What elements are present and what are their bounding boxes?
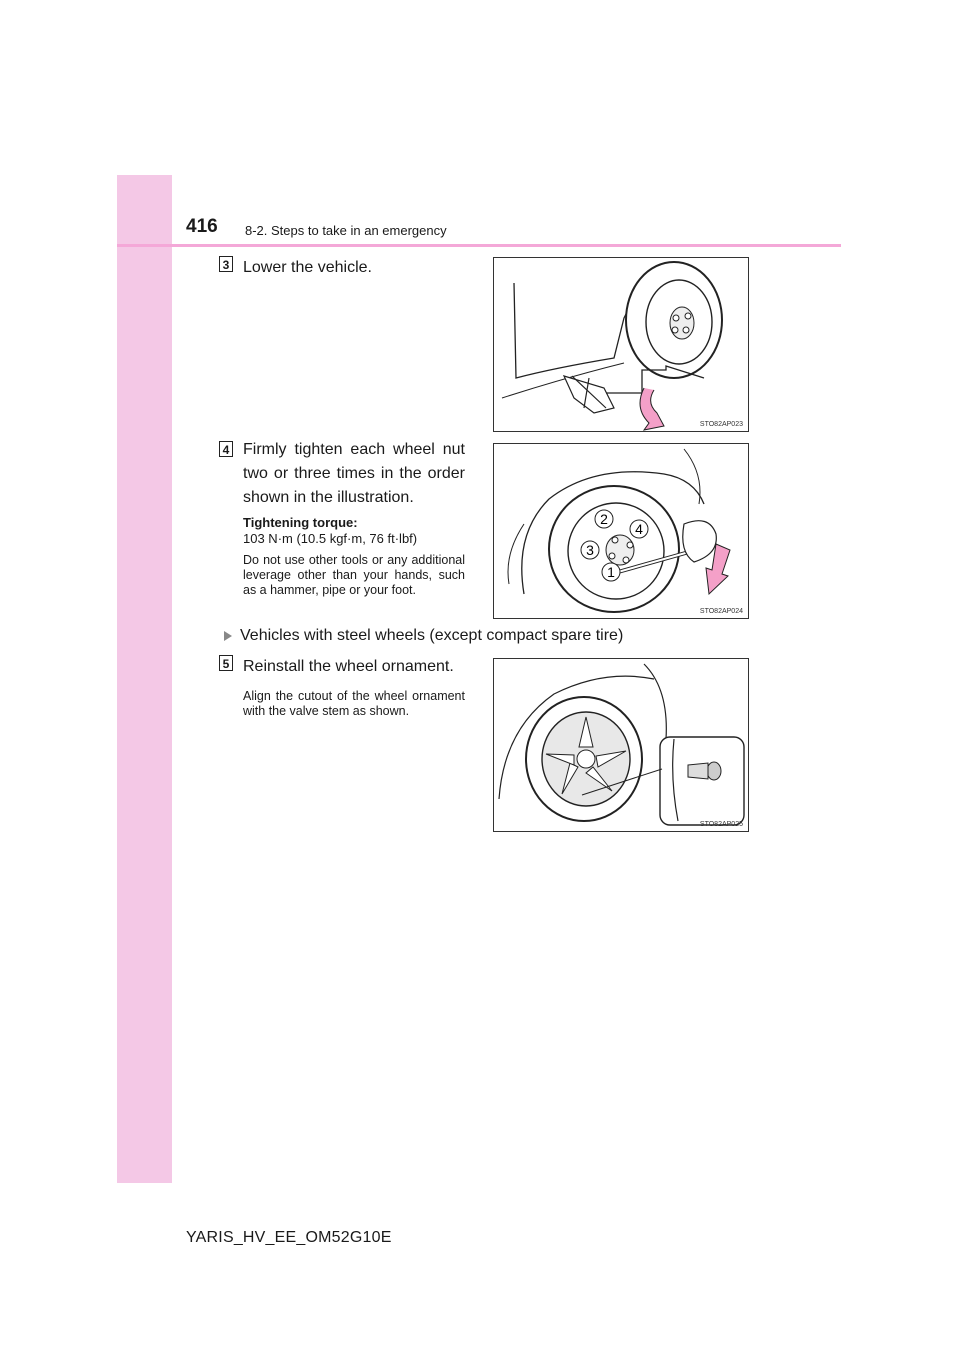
header-rule <box>117 244 841 247</box>
side-band <box>117 175 172 1183</box>
triangle-bullet-icon <box>224 631 232 641</box>
nut-order-1: 1 <box>607 564 615 580</box>
step-4-note: Do not use other tools or any additional leverage other than your hands, such as a hammer, pipe or your foot. <box>243 553 465 597</box>
figure-code-4: STO82AP024 <box>699 608 743 615</box>
figure-lower-vehicle <box>493 257 749 432</box>
step-4-text: Firmly tighten each wheel nut two or three times in the order shown in the illustration. <box>243 441 465 506</box>
tighten-nuts-illustration <box>494 444 748 618</box>
step-5-text: Reinstall the wheel ornament. <box>243 658 454 675</box>
figure-code-3: STO82AP023 <box>699 421 743 428</box>
figure-tighten-nuts <box>493 443 749 619</box>
wheel-ornament-illustration <box>494 659 748 831</box>
figure-code-5: STO82AP025 <box>699 821 743 828</box>
nut-order-3: 3 <box>586 542 594 558</box>
step-5-badge: 5 <box>219 655 233 671</box>
step-3-text: Lower the vehicle. <box>243 259 372 276</box>
footer-document-code: YARIS_HV_EE_OM52G10E <box>186 1229 392 1246</box>
nut-order-4: 4 <box>635 521 643 537</box>
nut-order-2: 2 <box>600 511 608 527</box>
section-title: 8-2. Steps to take in an emergency <box>245 223 447 238</box>
step-3-badge: 3 <box>219 256 233 272</box>
condition-text: Vehicles with steel wheels (except compact spare tire) <box>240 627 624 644</box>
condition-line <box>224 627 623 645</box>
figure-wheel-ornament <box>493 658 749 832</box>
step-4-badge: 4 <box>219 441 233 457</box>
torque-heading: Tightening torque: <box>243 515 358 530</box>
torque-value: 103 N·m (10.5 kgf·m, 76 ft·lbf) <box>243 531 418 546</box>
lower-vehicle-illustration <box>494 258 748 431</box>
page-number: 416 <box>186 216 218 237</box>
step-5-note: Align the cutout of the wheel ornament with the valve stem as shown. <box>243 689 465 718</box>
